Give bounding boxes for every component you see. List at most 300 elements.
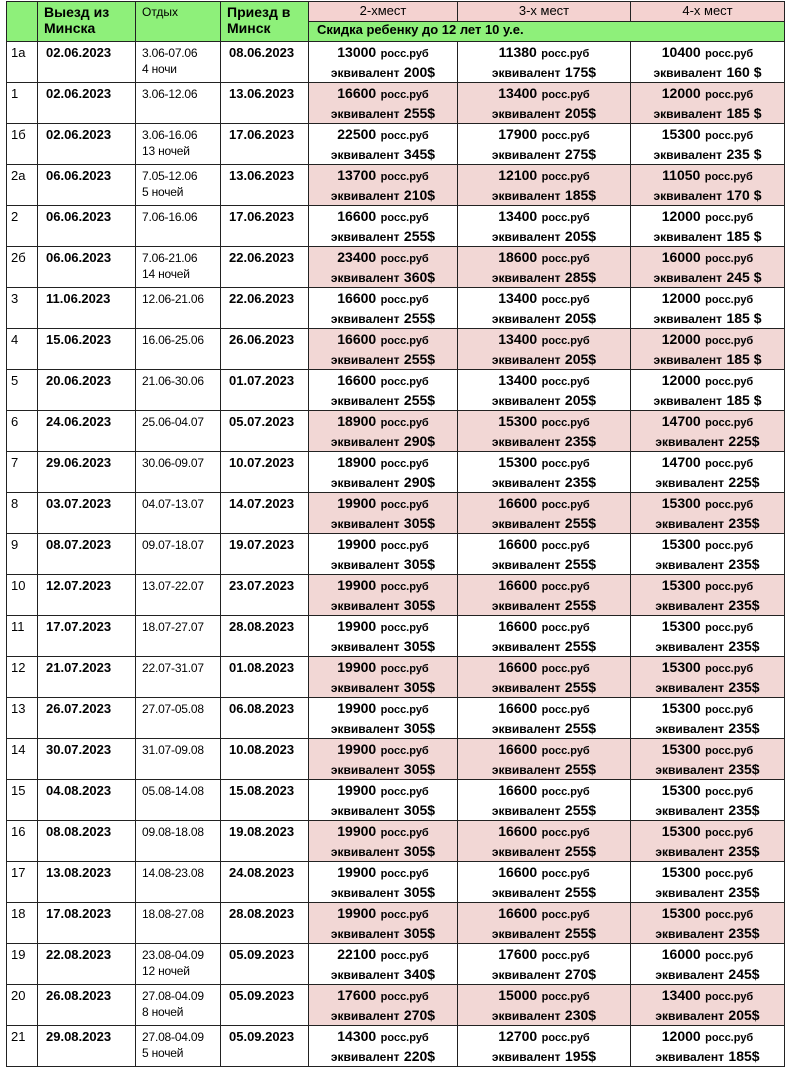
price-usd: 205$ (564, 105, 597, 121)
price-usd: 185 $ (726, 228, 762, 244)
price-rub: 12000 (661, 290, 701, 306)
equivalent-label: эквивалент (330, 599, 400, 613)
currency-label: росс.руб (380, 704, 429, 716)
equivalent-line (458, 350, 630, 369)
equivalent-line (458, 227, 630, 246)
currency-label: росс.руб (541, 48, 590, 60)
price-rub: 12000 (661, 208, 701, 224)
equivalent-label: эквивалент (655, 476, 724, 490)
equivalent-line (309, 1047, 457, 1066)
price-rub: 19900 (337, 659, 377, 675)
price-cell (458, 206, 631, 247)
row-number: 1 (7, 83, 38, 124)
price-line (631, 207, 784, 227)
price-usd: 185$ (728, 1048, 760, 1064)
price-cell (631, 862, 785, 903)
price-cell (631, 206, 785, 247)
price-rub: 16600 (498, 700, 538, 716)
price-cell (631, 42, 785, 83)
equivalent-line (631, 760, 784, 779)
row-number: 2а (7, 165, 38, 206)
equivalent-line (309, 1006, 457, 1025)
equivalent-line (458, 924, 630, 943)
price-usd: 255$ (403, 351, 436, 367)
rest-dates: 27.08-04.09 (142, 1030, 204, 1044)
price-usd: 235$ (728, 925, 760, 941)
equivalent-label: эквивалент (653, 271, 723, 285)
price-usd: 275$ (564, 146, 597, 162)
price-usd: 205$ (564, 228, 597, 244)
price-usd: 255$ (564, 597, 597, 613)
arrival-date: 05.09.2023 (221, 985, 309, 1026)
price-rub: 13400 (498, 331, 538, 347)
table-row (7, 780, 785, 821)
price-line (309, 289, 457, 309)
equivalent-label: эквивалент (491, 148, 561, 162)
price-rub: 19900 (337, 864, 377, 880)
price-rub: 15300 (661, 577, 701, 593)
equivalent-label: эквивалент (330, 722, 400, 736)
price-line (458, 658, 630, 678)
table-row (7, 1026, 785, 1067)
currency-label: росс.руб (541, 622, 590, 634)
equivalent-line (631, 473, 784, 492)
price-rub: 16600 (337, 208, 377, 224)
price-cell (631, 657, 785, 698)
price-line (631, 740, 784, 760)
price-line (631, 822, 784, 842)
price-rub: 12000 (661, 372, 701, 388)
equivalent-label: эквивалент (330, 804, 400, 818)
equivalent-line (458, 637, 630, 656)
price-cell (631, 370, 785, 411)
price-cell (631, 288, 785, 329)
price-line (458, 986, 630, 1006)
equivalent-line (309, 842, 457, 861)
price-usd: 305$ (403, 925, 436, 941)
equivalent-label: эквивалент (491, 640, 561, 654)
price-cell (458, 165, 631, 206)
row-number: 2 (7, 206, 38, 247)
departure-date: 21.07.2023 (38, 657, 136, 698)
currency-label: росс.руб (541, 663, 590, 675)
price-cell (309, 657, 458, 698)
equivalent-label: эквивалент (655, 886, 724, 900)
price-line (309, 330, 457, 350)
equivalent-label: эквивалент (655, 845, 724, 859)
price-usd: 205$ (564, 310, 597, 326)
price-usd: 235$ (564, 474, 597, 490)
rest-dates: 04.07-13.07 (142, 497, 204, 511)
table-row (7, 83, 785, 124)
equivalent-line (309, 104, 457, 123)
price-cell (458, 329, 631, 370)
price-line (309, 658, 457, 678)
equivalent-label: эквивалент (655, 968, 724, 982)
price-usd: 305$ (403, 679, 436, 695)
child-discount-note: Скидка ребенку до 12 лет 10 у.е. (309, 22, 785, 42)
currency-label: росс.руб (541, 540, 590, 552)
rest-period (136, 83, 221, 124)
departure-date: 02.06.2023 (38, 124, 136, 165)
price-usd: 200$ (403, 64, 436, 80)
price-usd: 205$ (564, 351, 597, 367)
price-line (458, 453, 630, 473)
equivalent-line (631, 227, 784, 246)
price-usd: 345$ (403, 146, 436, 162)
price-rub: 16600 (337, 331, 377, 347)
price-usd: 235$ (728, 679, 760, 695)
currency-label: росс.руб (541, 335, 590, 347)
price-usd: 235$ (728, 556, 760, 572)
arrival-date: 23.07.2023 (221, 575, 309, 616)
currency-label: росс.руб (705, 622, 754, 634)
currency-label: росс.руб (705, 950, 754, 962)
departure-date: 29.06.2023 (38, 452, 136, 493)
rest-period (136, 698, 221, 739)
currency-label: росс.руб (541, 704, 590, 716)
equivalent-label: эквивалент (330, 1050, 400, 1064)
price-rub: 12000 (661, 85, 701, 101)
departure-date: 24.06.2023 (38, 411, 136, 452)
currency-label: росс.руб (705, 868, 754, 880)
equivalent-label: эквивалент (491, 353, 561, 367)
price-usd: 305$ (403, 884, 436, 900)
currency-label: росс.руб (380, 212, 429, 224)
price-line (631, 84, 784, 104)
price-cell (309, 739, 458, 780)
equivalent-line (309, 514, 457, 533)
price-cell (631, 247, 785, 288)
price-line (458, 371, 630, 391)
equivalent-label: эквивалент (330, 394, 400, 408)
price-rub: 13400 (661, 987, 701, 1003)
price-cell (458, 698, 631, 739)
price-usd: 255$ (564, 802, 597, 818)
equivalent-label: эквивалент (655, 681, 724, 695)
departure-date: 22.08.2023 (38, 944, 136, 985)
price-usd: 235$ (728, 802, 760, 818)
departure-date: 08.07.2023 (38, 534, 136, 575)
rest-period (136, 288, 221, 329)
price-line (458, 740, 630, 760)
price-line (631, 494, 784, 514)
price-usd: 270$ (403, 1007, 436, 1023)
rest-period (136, 370, 221, 411)
currency-label: росс.руб (380, 48, 429, 60)
price-usd: 235 $ (726, 146, 762, 162)
departure-date: 17.08.2023 (38, 903, 136, 944)
price-rub: 15300 (661, 659, 701, 675)
table-row (7, 42, 785, 83)
equivalent-label: эквивалент (330, 189, 400, 203)
equivalent-label: эквивалент (655, 722, 724, 736)
rest-dates: 7.06-21.06 (142, 251, 198, 265)
table-row (7, 985, 785, 1026)
price-line (309, 699, 457, 719)
arrival-date: 17.06.2023 (221, 124, 309, 165)
price-line (631, 289, 784, 309)
price-line (309, 84, 457, 104)
price-line (458, 412, 630, 432)
row-number: 12 (7, 657, 38, 698)
currency-label: росс.руб (380, 171, 429, 183)
price-line (458, 43, 630, 63)
row-number: 13 (7, 698, 38, 739)
equivalent-line (631, 924, 784, 943)
equivalent-line (458, 1006, 630, 1025)
equivalent-line (631, 801, 784, 820)
equivalent-line (631, 186, 784, 205)
arrival-date: 22.06.2023 (221, 247, 309, 288)
equivalent-label: эквивалент (653, 189, 723, 203)
price-cell (631, 944, 785, 985)
price-cell (631, 411, 785, 452)
equivalent-label: эквивалент (491, 1009, 561, 1023)
price-line (458, 84, 630, 104)
currency-label: росс.руб (705, 991, 754, 1003)
arrival-date: 06.08.2023 (221, 698, 309, 739)
equivalent-label: эквивалент (330, 927, 400, 941)
equivalent-line (458, 760, 630, 779)
price-line (309, 576, 457, 596)
currency-label: росс.руб (704, 171, 753, 183)
currency-label: росс.руб (705, 909, 754, 921)
rest-nights: 4 ночи (142, 62, 177, 76)
equivalent-line (631, 1006, 784, 1025)
price-cell (458, 1026, 631, 1067)
rest-period (136, 42, 221, 83)
price-usd: 305$ (403, 761, 436, 777)
price-cell (309, 452, 458, 493)
arrival-date: 01.08.2023 (221, 657, 309, 698)
equivalent-line (631, 145, 784, 164)
rest-dates: 30.06-09.07 (142, 456, 204, 470)
price-line (631, 535, 784, 555)
price-usd: 245 $ (726, 269, 762, 285)
table-row (7, 411, 785, 452)
table-row (7, 657, 785, 698)
price-rub: 16600 (337, 290, 377, 306)
price-rub: 10400 (661, 44, 701, 60)
equivalent-line (458, 473, 630, 492)
price-cell (631, 780, 785, 821)
currency-label: росс.руб (541, 499, 590, 511)
equivalent-line (309, 760, 457, 779)
price-rub: 13400 (498, 208, 538, 224)
equivalent-label: эквивалент (491, 1050, 561, 1064)
departure-date: 20.06.2023 (38, 370, 136, 411)
arrival-date: 05.09.2023 (221, 1026, 309, 1067)
rest-dates: 18.08-27.08 (142, 907, 204, 921)
equivalent-label: эквивалент (653, 230, 723, 244)
rest-period (136, 944, 221, 985)
price-rub: 13400 (498, 372, 538, 388)
table-row (7, 124, 785, 165)
rest-dates: 22.07-31.07 (142, 661, 204, 675)
table-row (7, 288, 785, 329)
arrival-date: 01.07.2023 (221, 370, 309, 411)
equivalent-label: эквивалент (330, 107, 400, 121)
price-cell (631, 575, 785, 616)
equivalent-line (309, 186, 457, 205)
currency-label: росс.руб (705, 1032, 754, 1044)
price-usd: 225$ (728, 433, 760, 449)
currency-label: росс.руб (705, 540, 754, 552)
price-cell (309, 165, 458, 206)
price-usd: 285$ (564, 269, 597, 285)
rest-period (136, 985, 221, 1026)
price-cell (458, 370, 631, 411)
equivalent-label: эквивалент (653, 312, 723, 326)
currency-label: росс.руб (705, 417, 754, 429)
rest-period (136, 616, 221, 657)
equivalent-line (631, 350, 784, 369)
price-usd: 235$ (728, 720, 760, 736)
price-usd: 305$ (403, 843, 436, 859)
price-cell (631, 739, 785, 780)
currency-label: росс.руб (705, 253, 754, 265)
price-line (458, 822, 630, 842)
price-cell (309, 616, 458, 657)
currency-label: росс.руб (541, 827, 590, 839)
price-cell (458, 575, 631, 616)
equivalent-label: эквивалент (655, 517, 724, 531)
currency-label: росс.руб (380, 376, 429, 388)
equivalent-line (309, 350, 457, 369)
table-row (7, 616, 785, 657)
price-rub: 16600 (498, 905, 538, 921)
equivalent-line (631, 965, 784, 984)
price-usd: 235$ (564, 433, 597, 449)
price-rub: 16600 (498, 864, 538, 880)
currency-label: росс.руб (380, 622, 429, 634)
price-rub: 13400 (498, 85, 538, 101)
rest-dates: 3.06-16.06 (142, 128, 198, 142)
equivalent-label: эквивалент (655, 927, 724, 941)
rest-period (136, 575, 221, 616)
price-cell (631, 452, 785, 493)
rest-dates: 09.08-18.08 (142, 825, 204, 839)
price-rub: 13700 (337, 167, 377, 183)
currency-label: росс.руб (380, 294, 429, 306)
equivalent-line (309, 227, 457, 246)
equivalent-line (309, 965, 457, 984)
currency-label: росс.руб (541, 212, 590, 224)
currency-label: росс.руб (541, 376, 590, 388)
price-line (458, 248, 630, 268)
price-cell (631, 903, 785, 944)
equivalent-line (309, 555, 457, 574)
price-cell (631, 821, 785, 862)
price-rub: 19900 (337, 905, 377, 921)
price-line (309, 1027, 457, 1047)
price-usd: 185 $ (726, 105, 762, 121)
table-row (7, 534, 785, 575)
price-rub: 19900 (337, 618, 377, 634)
equivalent-label: эквивалент (330, 230, 400, 244)
currency-label: росс.руб (380, 417, 429, 429)
rest-dates: 27.08-04.09 (142, 989, 204, 1003)
departure-date: 06.06.2023 (38, 247, 136, 288)
equivalent-label: эквивалент (330, 886, 400, 900)
equivalent-label: эквивалент (655, 1050, 724, 1064)
price-usd: 235$ (728, 884, 760, 900)
row-number: 1б (7, 124, 38, 165)
price-line (309, 248, 457, 268)
price-line (631, 986, 784, 1006)
price-usd: 305$ (403, 515, 436, 531)
price-cell (309, 780, 458, 821)
price-rub: 12100 (498, 167, 538, 183)
rest-period (136, 903, 221, 944)
price-cell (458, 534, 631, 575)
rest-period (136, 411, 221, 452)
price-cell (309, 329, 458, 370)
price-usd: 205$ (564, 392, 597, 408)
equivalent-line (631, 514, 784, 533)
table-row (7, 247, 785, 288)
price-usd: 245$ (728, 966, 760, 982)
equivalent-label: эквивалент (330, 763, 400, 777)
row-number: 20 (7, 985, 38, 1026)
price-usd: 305$ (403, 556, 436, 572)
price-cell (631, 83, 785, 124)
price-cell (309, 247, 458, 288)
price-line (631, 699, 784, 719)
currency-label: росс.руб (705, 294, 754, 306)
rest-dates: 12.06-21.06 (142, 292, 204, 306)
table-row (7, 370, 785, 411)
price-line (631, 412, 784, 432)
price-rub: 18900 (337, 454, 377, 470)
price-usd: 255$ (564, 925, 597, 941)
price-line (458, 699, 630, 719)
equivalent-line (309, 432, 457, 451)
price-line (309, 412, 457, 432)
departure-date: 04.08.2023 (38, 780, 136, 821)
equivalent-line (458, 555, 630, 574)
arrival-date: 15.08.2023 (221, 780, 309, 821)
equivalent-line (458, 145, 630, 164)
departure-date: 17.07.2023 (38, 616, 136, 657)
price-rub: 22500 (337, 126, 377, 142)
price-cell (458, 247, 631, 288)
equivalent-label: эквивалент (655, 599, 724, 613)
equivalent-label: эквивалент (655, 763, 724, 777)
price-line (458, 330, 630, 350)
price-usd: 235$ (728, 843, 760, 859)
currency-label: росс.руб (541, 130, 590, 142)
equivalent-label: эквивалент (330, 271, 400, 285)
price-usd: 220$ (403, 1048, 436, 1064)
price-usd: 185 $ (726, 310, 762, 326)
equivalent-line (458, 104, 630, 123)
table-row (7, 329, 785, 370)
currency-label: росс.руб (541, 581, 590, 593)
equivalent-label: эквивалент (655, 1009, 724, 1023)
equivalent-label: эквивалент (330, 148, 400, 162)
equivalent-line (631, 104, 784, 123)
rest-dates: 21.06-30.06 (142, 374, 204, 388)
price-rub: 15300 (661, 618, 701, 634)
equivalent-line (309, 268, 457, 287)
table-row (7, 821, 785, 862)
header-2-place: 2-хмест (309, 2, 458, 22)
equivalent-line (309, 924, 457, 943)
equivalent-line (309, 145, 457, 164)
currency-label: росс.руб (380, 89, 429, 101)
